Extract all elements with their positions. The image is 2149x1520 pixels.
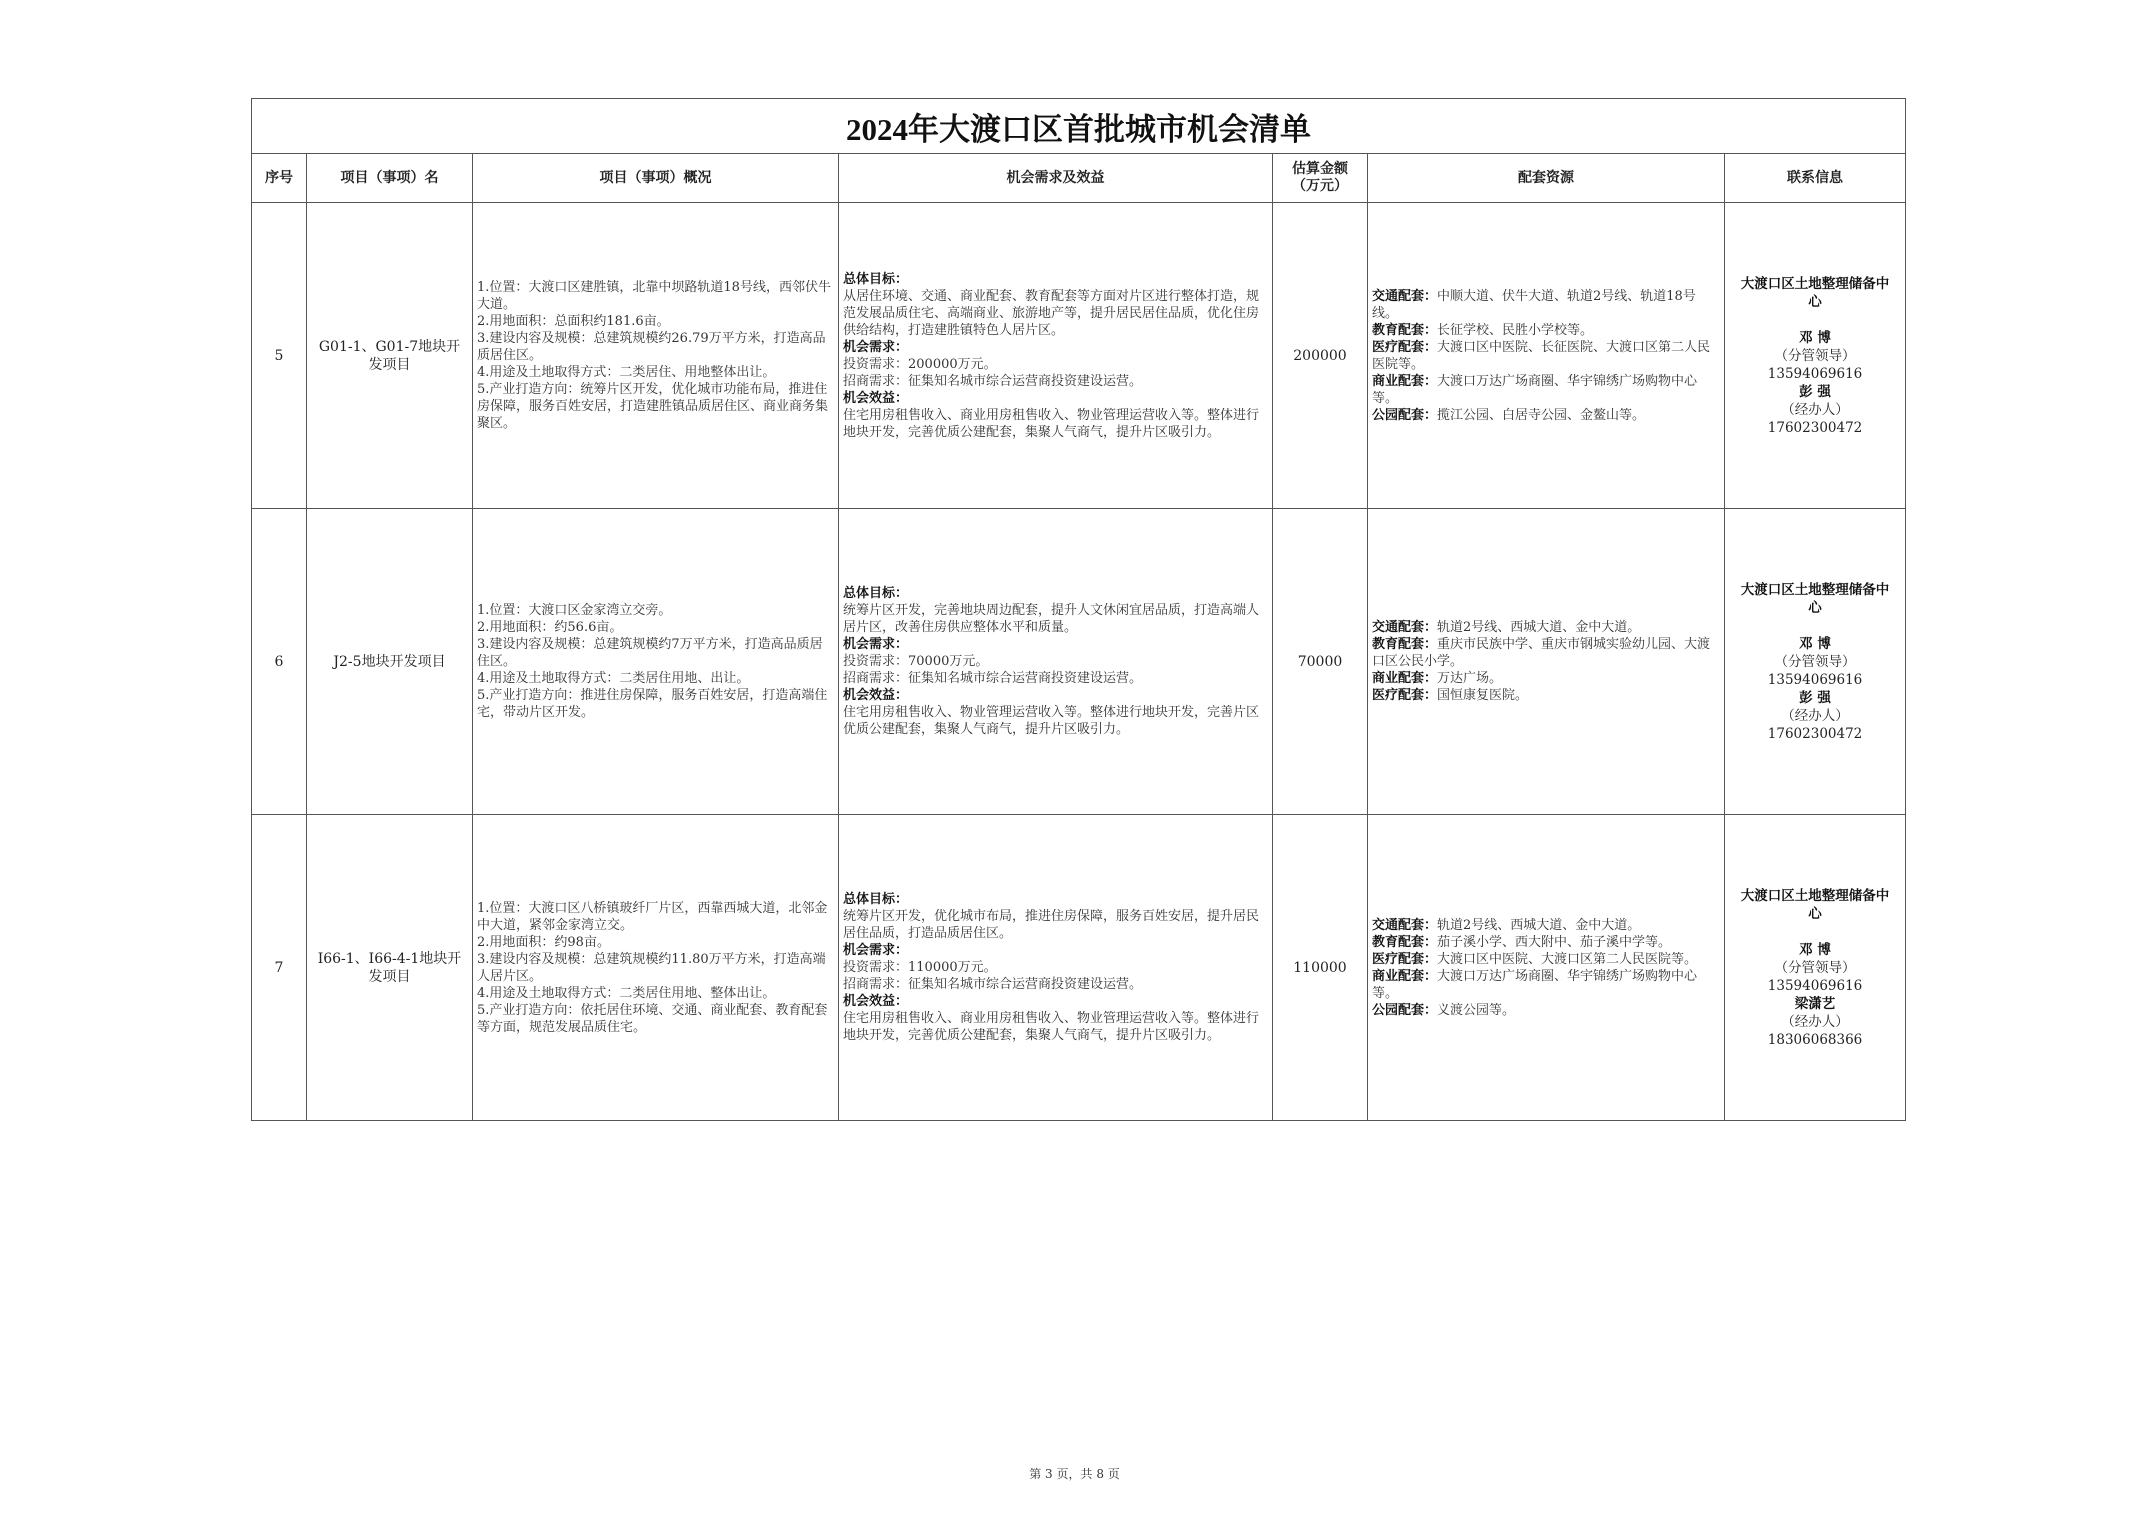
contact-person: 邓 博 (1799, 329, 1831, 346)
resource-line (1372, 407, 1720, 424)
resource-key: 教育配套： (1372, 637, 1438, 652)
demand-text: 住宅用房租售收入、物业管理运营收入等。整体进行地块开发，完善片区优质公建配套，集聚人气商气，提升片区吸引力。 (843, 705, 1260, 737)
contact-phone: 17602300472 (1767, 419, 1863, 436)
contact-spacer (1725, 311, 1905, 329)
estimated-amount: 110000 (1273, 815, 1368, 1121)
demand-text: 投资需求：110000万元。 (843, 960, 997, 975)
contact-org: 大渡口区土地整理储备中心 (1740, 887, 1890, 922)
demand-text: 招商需求：征集知名城市综合运营商投资建设运营。 (843, 977, 1143, 992)
overview-line: 4.用途及土地取得方式：二类居住用地、出让。 (477, 671, 750, 686)
opportunity-demand (839, 203, 1273, 509)
contact-role: （经办人） (1781, 707, 1849, 724)
resource-value: 国恒康复医院。 (1437, 688, 1529, 703)
demand-text: 投资需求：70000万元。 (843, 654, 989, 669)
contact-info (1725, 509, 1906, 815)
resource-key: 公园配套： (1372, 1002, 1438, 1018)
contact-person: 邓 博 (1799, 941, 1831, 958)
overview-line: 2.用地面积：总面积约181.6亩。 (477, 314, 670, 329)
table-header-row (252, 154, 1906, 203)
resource-value: 大渡口万达广场商圈、华宇锦绣广场购物中心等。 (1372, 373, 1698, 406)
header-resources: 配套资源 (1368, 154, 1725, 203)
resource-key: 商业配套： (1372, 373, 1438, 389)
contact-role: （经办人） (1781, 1013, 1849, 1030)
header-demand: 机会需求及效益 (839, 154, 1273, 203)
contact-spacer (1725, 617, 1905, 635)
resource-line (1372, 339, 1720, 373)
project-name: I66-1、I66-4-1地块开发项目 (307, 815, 473, 1121)
overview-line: 4.用途及土地取得方式：二类居住、用地整体出让。 (477, 365, 776, 380)
resource-key: 交通配套： (1372, 620, 1438, 635)
resource-value: 轨道2号线、西城大道、金中大道。 (1437, 917, 1641, 933)
opportunity-table (251, 98, 1906, 1121)
contact-role: （分管领导） (1774, 959, 1856, 976)
resource-line (1372, 322, 1720, 339)
resource-value: 轨道2号线、西城大道、金中大道。 (1437, 620, 1641, 635)
demand-text: 招商需求：征集知名城市综合运营商投资建设运营。 (843, 671, 1143, 686)
resource-value: 义渡公园等。 (1437, 1002, 1516, 1018)
supporting-resources (1368, 815, 1725, 1121)
table-body (252, 203, 1906, 1121)
contact-phone: 13594069616 (1767, 671, 1863, 688)
overview-line: 1.位置：大渡口区建胜镇，北靠中坝路轨道18号线，西邻伏牛大道。 (477, 280, 831, 312)
demand-text: 统筹片区开发，优化城市布局，推进住房保障，服务百姓安居，提升居民居住品质，打造品质居住区。 (843, 909, 1260, 941)
contact-info (1725, 203, 1906, 509)
row-number: 6 (252, 509, 307, 815)
contact-org: 大渡口区土地整理储备中心 (1740, 275, 1890, 310)
supporting-resources (1368, 203, 1725, 509)
resource-key: 教育配套： (1372, 934, 1438, 950)
resource-line (1372, 288, 1720, 322)
resource-value: 万达广场。 (1437, 671, 1503, 686)
overview-line: 5.产业打造方向：推进住房保障，服务百姓安居，打造高端住宅，带动片区开发。 (477, 688, 828, 720)
resource-value: 长征学校、民胜小学校等。 (1437, 322, 1594, 338)
demand-heading: 总体目标： (843, 586, 909, 601)
resource-line (1372, 619, 1720, 636)
contact-info (1725, 815, 1906, 1121)
demand-text: 招商需求：征集知名城市综合运营商投资建设运营。 (843, 373, 1143, 389)
resource-key: 交通配套： (1372, 917, 1438, 933)
header-overview: 项目（事项）概况 (473, 154, 839, 203)
resource-key: 公园配套： (1372, 407, 1438, 423)
resource-key: 交通配套： (1372, 288, 1438, 304)
overview-line: 5.产业打造方向：统筹片区开发，优化城市功能布局，推进住房保障，服务百姓安居，打造建胜镇品质居住区、商业商务集聚区。 (477, 382, 829, 431)
page-footer: 第 3 页，共 8 页 (1029, 1467, 1120, 1481)
contact-org: 大渡口区土地整理储备中心 (1740, 581, 1890, 616)
resource-line (1372, 917, 1720, 934)
resource-line (1372, 968, 1720, 1002)
table-row (252, 509, 1906, 815)
contact-phone: 13594069616 (1767, 365, 1863, 382)
demand-heading: 机会效益： (843, 390, 909, 406)
opportunity-demand (839, 509, 1273, 815)
contact-role: （分管领导） (1774, 653, 1856, 670)
demand-heading: 总体目标： (843, 892, 909, 907)
resource-value: 大渡口万达广场商圈、华宇锦绣广场购物中心等。 (1372, 968, 1698, 1001)
demand-text: 住宅用房租售收入、商业用房租售收入、物业管理运营收入等。整体进行地块开发，完善优质公建配套，集聚人气商气，提升片区吸引力。 (843, 1011, 1260, 1043)
resource-line (1372, 687, 1720, 704)
demand-heading: 机会需求： (843, 943, 909, 958)
contact-person: 梁潇艺 (1794, 995, 1836, 1012)
overview-line: 3.建设内容及规模：总建筑规模约26.79万平方米，打造高品质居住区。 (477, 331, 826, 363)
resource-value: 中顺大道、伏牛大道、轨道2号线、轨道18号线。 (1372, 288, 1696, 321)
overview-line: 5.产业打造方向：依托居住环境、交通、商业配套、教育配套等方面，规范发展品质住宅。 (477, 1002, 828, 1035)
header-num: 序号 (252, 154, 307, 203)
contact-spacer (1725, 923, 1905, 941)
overview-line: 4.用途及土地取得方式：二类居住用地、整体出让。 (477, 985, 776, 1001)
resource-value: 揽江公园、白居寺公园、金鳌山等。 (1437, 407, 1646, 423)
resource-line (1372, 934, 1720, 951)
page-title: 2024年大渡口区首批城市机会清单 (252, 99, 1906, 154)
row-number: 7 (252, 815, 307, 1121)
resource-value: 大渡口区中医院、长征医院、大渡口区第二人民医院等。 (1372, 339, 1711, 372)
project-overview (473, 203, 839, 509)
resource-key: 医疗配套： (1372, 339, 1438, 355)
resource-key: 商业配套： (1372, 968, 1438, 984)
overview-line: 2.用地面积：约98亩。 (477, 934, 610, 950)
demand-text: 投资需求：200000万元。 (843, 356, 997, 372)
overview-line: 1.位置：大渡口区八桥镇玻纤厂片区，西靠西城大道，北邻金中大道，紧邻金家湾立交。 (477, 900, 828, 933)
resource-value: 茄子溪小学、西大附中、茄子溪中学等。 (1437, 934, 1672, 950)
project-overview (473, 509, 839, 815)
project-name: G01-1、G01-7地块开发项目 (307, 203, 473, 509)
supporting-resources (1368, 509, 1725, 815)
demand-heading: 机会效益： (843, 994, 909, 1009)
resource-line (1372, 1002, 1720, 1019)
resource-value: 重庆市民族中学、重庆市钢城实验幼儿园、大渡口区公民小学。 (1372, 637, 1711, 669)
header-amount-label: 估算金额 （万元） (1292, 161, 1348, 194)
demand-heading: 机会需求： (843, 339, 909, 355)
header-amount (1273, 154, 1368, 203)
estimated-amount: 200000 (1273, 203, 1368, 509)
demand-text: 住宅用房租售收入、商业用房租售收入、物业管理运营收入等。整体进行地块开发，完善优质公建配套，集聚人气商气，提升片区吸引力。 (843, 407, 1260, 440)
contact-role: （经办人） (1781, 401, 1849, 418)
resource-key: 教育配套： (1372, 322, 1438, 338)
resource-line (1372, 636, 1720, 670)
demand-heading: 机会需求： (843, 637, 909, 652)
resource-key: 医疗配套： (1372, 951, 1438, 967)
contact-phone: 18306068366 (1767, 1031, 1863, 1048)
overview-line: 2.用地面积：约56.6亩。 (477, 620, 623, 635)
contact-person: 彭 强 (1799, 383, 1831, 400)
contact-person: 彭 强 (1799, 689, 1831, 706)
resource-line (1372, 951, 1720, 968)
resource-key: 商业配套： (1372, 671, 1438, 686)
project-name: J2-5地块开发项目 (307, 509, 473, 815)
table-row (252, 815, 1906, 1121)
opportunity-demand (839, 815, 1273, 1121)
demand-heading: 总体目标： (843, 271, 909, 287)
overview-line: 1.位置：大渡口区金家湾立交旁。 (477, 603, 672, 618)
opportunity-list-sheet (251, 98, 1905, 1121)
resource-line (1372, 670, 1720, 687)
overview-line: 3.建设内容及规模：总建筑规模约11.80万平方米，打造高端人居片区。 (477, 951, 826, 984)
contact-phone: 13594069616 (1767, 977, 1863, 994)
resource-value: 大渡口区中医院、大渡口区第二人民医院等。 (1437, 951, 1698, 967)
contact-role: （分管领导） (1774, 347, 1856, 364)
resource-key: 医疗配套： (1372, 688, 1438, 703)
project-overview (473, 815, 839, 1121)
resource-line (1372, 373, 1720, 407)
contact-phone: 17602300472 (1767, 725, 1863, 742)
overview-line: 3.建设内容及规模：总建筑规模约7万平方米，打造高品质居住区。 (477, 637, 823, 669)
contact-person: 邓 博 (1799, 635, 1831, 652)
demand-text: 从居住环境、交通、商业配套、教育配套等方面对片区进行整体打造，规范发展品质住宅、高端商业、旅游地产等，提升居民居住品质，优化住房供给结构，打造建胜镇特色人居片区。 (843, 288, 1260, 338)
estimated-amount: 70000 (1273, 509, 1368, 815)
header-contact: 联系信息 (1725, 154, 1906, 203)
table-row (252, 203, 1906, 509)
demand-heading: 机会效益： (843, 688, 909, 703)
row-number: 5 (252, 203, 307, 509)
header-name: 项目（事项）名 (307, 154, 473, 203)
demand-text: 统筹片区开发，完善地块周边配套，提升人文休闲宜居品质，打造高端人居片区，改善住房供应整体水平和质量。 (843, 603, 1260, 635)
